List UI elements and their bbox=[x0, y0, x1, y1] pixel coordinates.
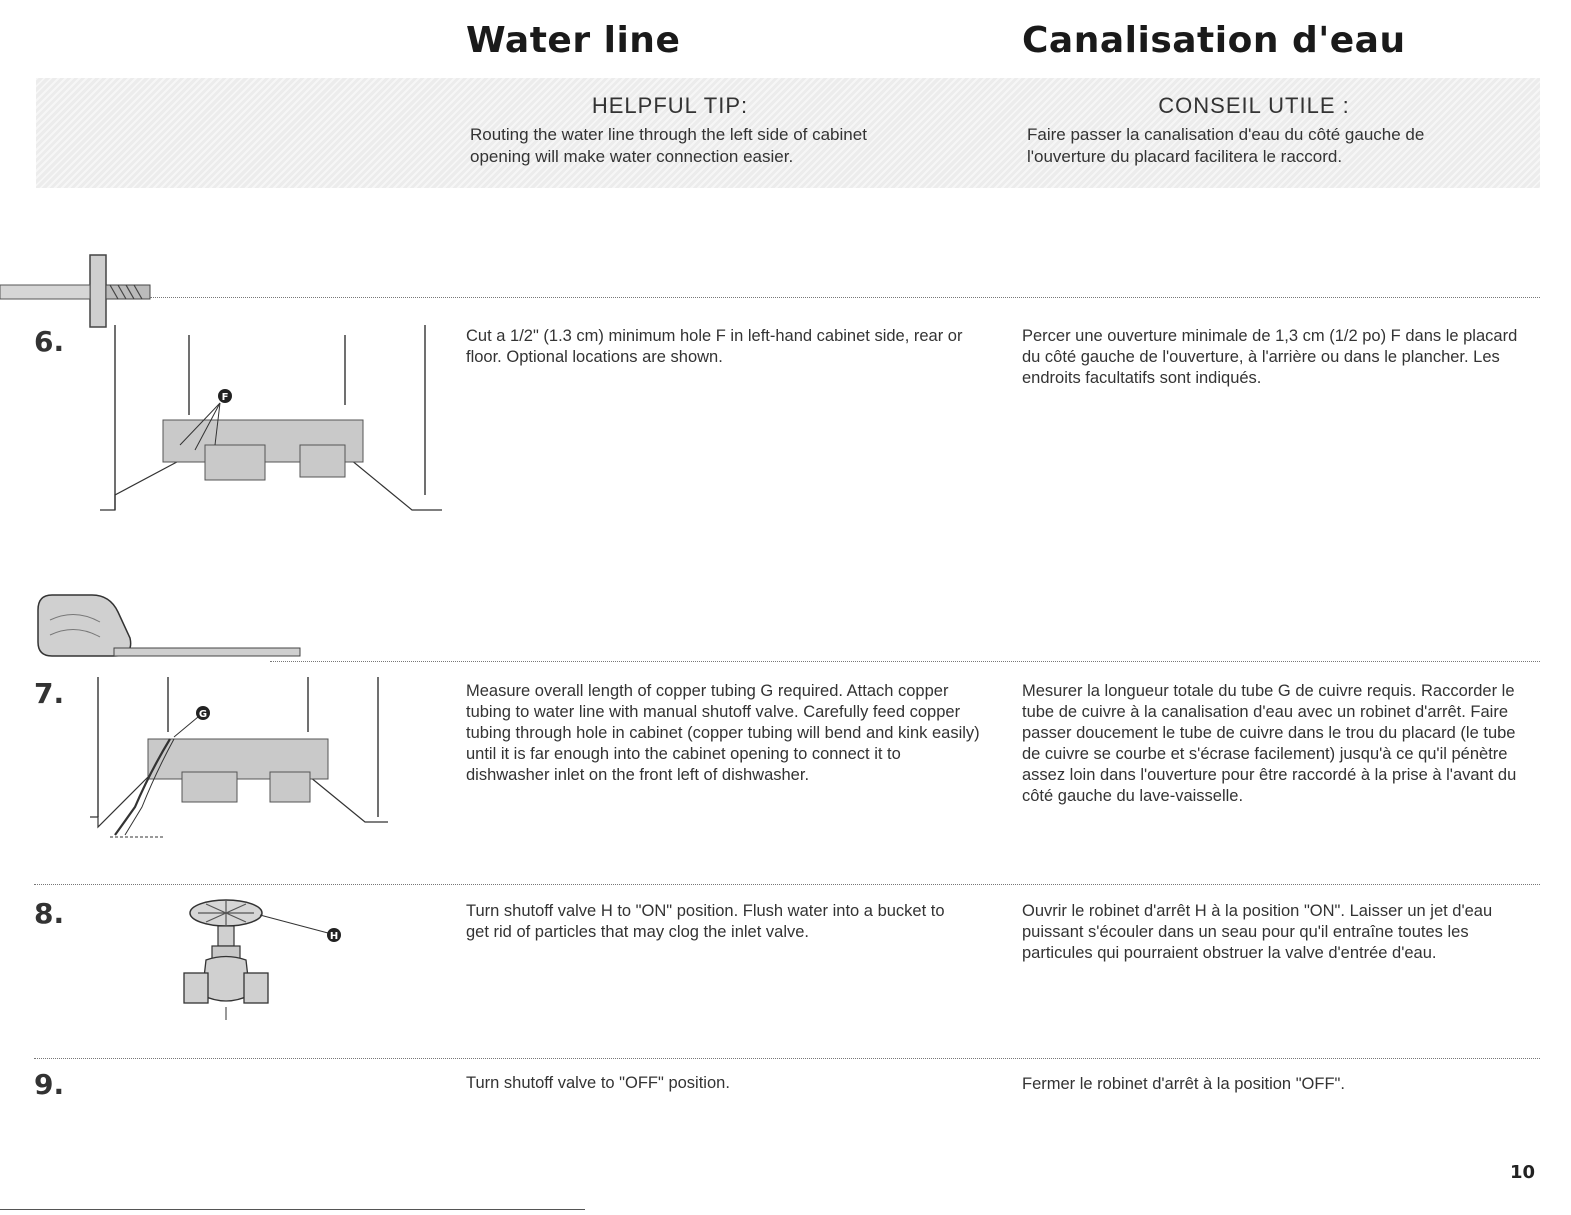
tip-text-fr: Faire passer la canalisation d'eau du côté gauche de l'ouverture du placard facilitera le raccord. bbox=[1027, 125, 1425, 166]
title-fr: Canalisation d'eau bbox=[1022, 20, 1406, 61]
step7-divider bbox=[270, 661, 1540, 662]
step8-number: 8. bbox=[34, 897, 65, 930]
step7-text-fr: Mesurer la longueur totale du tube G de cuivre requis. Raccorder le tube de cuivre à la canalisation d'eau avec un robinet d'arrêt. Faire passer doucement le tube de cuivre dans le trou du placard (le tube de cuivre se courbe et s'écrase facilement) jusqu'à ce qu'il pénètre assez loin dans l'ouverture pour être raccordé à la prise à l'avant du côté gauche du lave-vaisselle. bbox=[1022, 682, 1517, 805]
tip-title-fr: CONSEIL UTILE : bbox=[1158, 93, 1350, 118]
tip-title-en: HELPFUL TIP: bbox=[591, 93, 749, 118]
page-number: 10 bbox=[1510, 1162, 1536, 1183]
tip-text-en: Routing the water line through the left side of cabinet opening will make water connection easier. bbox=[470, 125, 867, 166]
callout-f: F bbox=[221, 392, 229, 403]
step7-number: 7. bbox=[34, 677, 65, 710]
copper-tubing-coil-icon bbox=[30, 590, 280, 665]
drill-bit-icon bbox=[0, 255, 170, 335]
step6-cabinet-diagram bbox=[100, 325, 450, 525]
step8-text-en: Turn shutoff valve H to "ON" position. Flush water into a bucket to get rid of particles that may clog the inlet valve. bbox=[466, 902, 945, 941]
step7-cabinet-diagram bbox=[90, 677, 400, 847]
step9-text-en: Turn shutoff valve to "OFF" position. bbox=[466, 1074, 730, 1092]
step8-text-fr: Ouvrir le robinet d'arrêt H à la position "ON". Laisser un jet d'eau puissant s'écouler dans un seau pour qu'il entraîne toutes les particules qui pourraient obstruer la valve d'entrée d'eau. bbox=[1022, 902, 1493, 962]
step6-divider bbox=[150, 297, 1540, 298]
step6-number: 6. bbox=[34, 325, 65, 358]
step9-number: 9. bbox=[34, 1068, 65, 1101]
step9-divider bbox=[34, 1058, 1540, 1059]
callout-h: H bbox=[329, 931, 339, 942]
step8-divider bbox=[34, 884, 1540, 885]
step6-text-en: Cut a 1/2" (1.3 cm) minimum hole F in left-hand cabinet side, rear or floor. Optional locations are shown. bbox=[466, 327, 963, 366]
title-en: Water line bbox=[466, 20, 681, 61]
shutoff-valve-icon bbox=[180, 895, 370, 1030]
callout-g: G bbox=[198, 709, 208, 720]
bottom-edge-line bbox=[0, 1209, 585, 1210]
step7-text-en: Measure overall length of copper tubing G required. Attach copper tubing to water line with manual shutoff valve. Carefully feed copper tubing through hole in cabinet (copper tubing will bend and kink easily) until it is far enough into the cabinet opening to connect it to dishwasher inlet on the front left of dishwasher. bbox=[466, 682, 980, 784]
step9-text-fr: Fermer le robinet d'arrêt à la position "OFF". bbox=[1022, 1075, 1345, 1093]
step6-text-fr: Percer une ouverture minimale de 1,3 cm (1/2 po) F dans le placard du côté gauche de l'ouverture, à l'arrière ou dans le plancher. Les endroits facultatifs sont indiqués. bbox=[1022, 327, 1518, 387]
